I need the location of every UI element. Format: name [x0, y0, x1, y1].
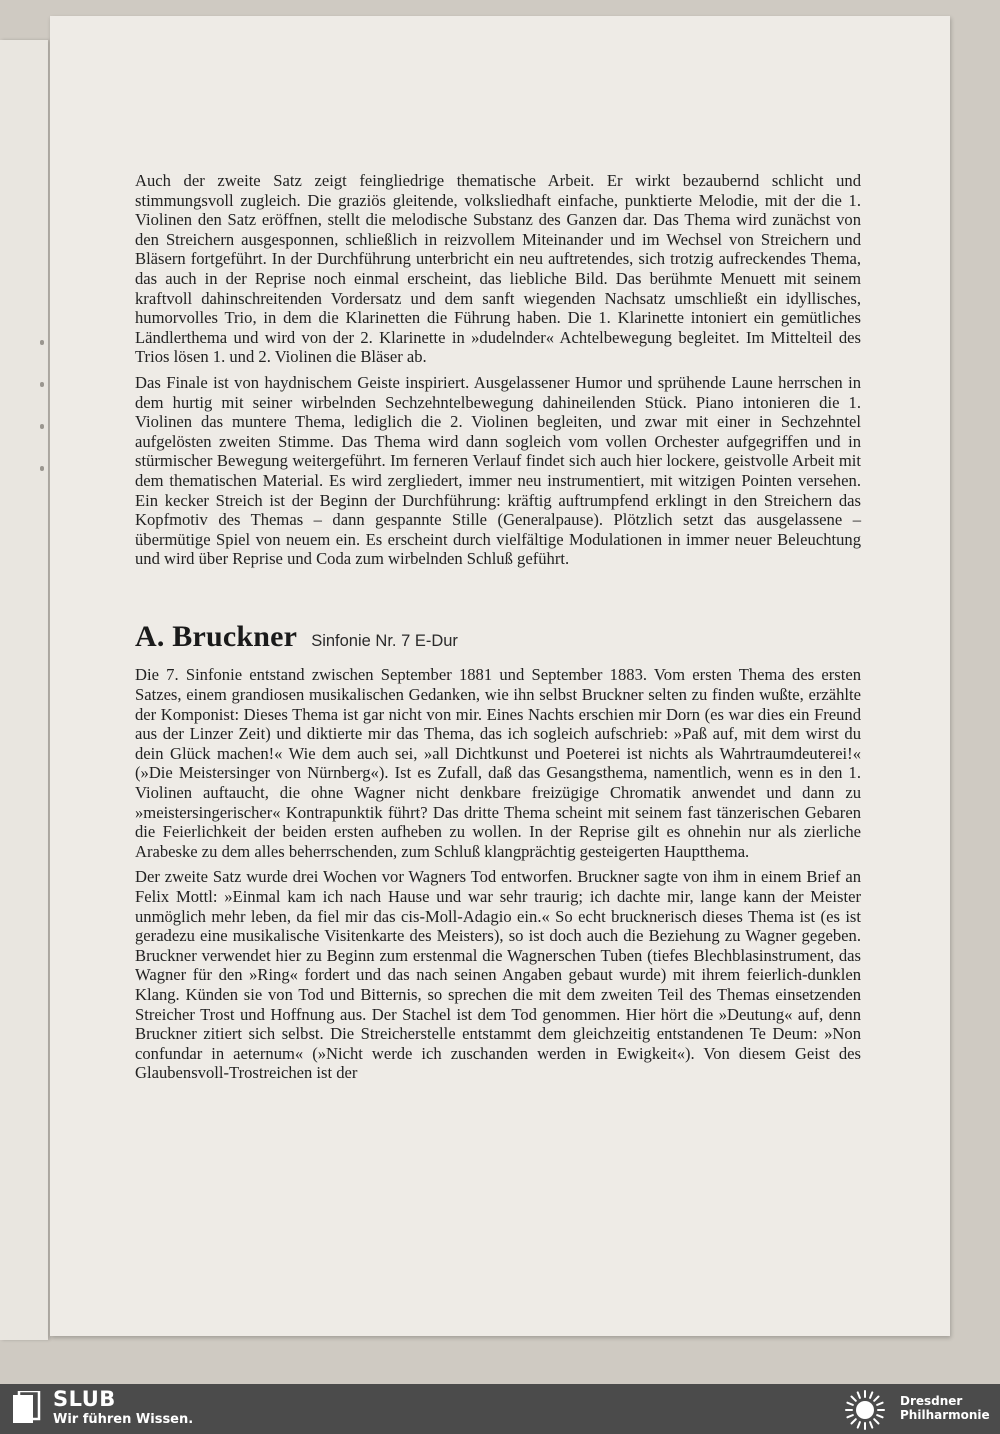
partner-name-line2: Philharmonie — [900, 1408, 990, 1422]
program-page — [50, 16, 950, 1336]
paragraph: Der zweite Satz wurde drei Wochen vor Wagners Tod entworfen. Bruckner sagte von ihm in einem Brief an Felix Mottl: »Einmal kam ich nach Hause und war sehr traurig; ich dachte mir, lange kann der Meister unmöglich mehr leben, da fiel mir das cis-Moll-Adagio ein.« So echt brucknerisch dieses Thema ist (es ist geradezu eine musikalische Visitenkarte des Meisters), so ist doch auch die Beziehung zu Wagner gegeben. Bruckner verwendet hier zu Beginn zum erstenmal die Wagnerschen Tuben (tiefes Blechblasinstrument, das Wagner für den »Ring« fordert und das nach seinen Angaben gebaut wurde) mit ihrem feierlich-dunklen Klang. Künden sie von Tod und Bitternis, so sprechen die mit dem zweiten Teil des Themas einsetzenden Streicher Trost und Hoffnung aus. Der Stachel ist dem Tod genommen. Hier hört die »Deutung« auf, denn Bruckner zitiert sich selbst. Die Streicherstelle entstammt dem gleichzeitig entstandenen Te Deum: »Non confundar in aeternum« (»Nicht werde ich zuschanden werden in Ewigkeit«). Von diesem Geist des Glaubensvoll-Trostreichen ist der — [135, 867, 861, 1083]
partner-name-line1: Dresdner — [900, 1394, 963, 1408]
library-name: SLUB — [53, 1387, 116, 1411]
slub-logo-icon — [13, 1391, 41, 1425]
hole-mark — [40, 466, 44, 471]
hole-mark — [40, 340, 44, 345]
hole-mark — [40, 424, 44, 429]
philharmonie-sun-logo-icon — [844, 1389, 886, 1431]
facing-page-edge — [0, 40, 48, 1340]
paragraph: Auch der zweite Satz zeigt feingliedrige thematische Arbeit. Er wirkt bezaubernd schlicht und stimmungsvoll zugleich. Die graziös gleitende, volksliedhaft einfache, punktierte Melodie, mit der die 1. Violinen den Satz eröffnen, stellt die melodische Substanz des Ganzen dar. Das Thema wird zunächst von den Streichern ausgesponnen, schließlich in reizvollem Miteinander und im Wechsel von Streichern und Bläsern fortgeführt. In der Durchführung unterbricht ein neu auftretendes, sich trotzig aufreckendes Thema, das auch in der Reprise noch einmal erscheint, das liebliche Bild. Das berühmte Menuett mit seinem kraftvoll dahinschreitenden Vordersatz und dem sanft wiegenden Nachsatz umschließt ein idyllisches, humorvolles Trio, in dem die Klarinetten die Führung haben. Die 1. Klarinette intoniert ein gemütliches Ländlerthema und wird von der 2. Klarinette in »dudelnder« Achtelbewegung begleitet. Im Mittelteil des Trios lösen 1. und 2. Violinen die Bläser ab. — [135, 171, 861, 367]
hole-mark — [40, 382, 44, 387]
library-tagline: Wir führen Wissen. — [53, 1412, 194, 1427]
work-title: Sinfonie Nr. 7 E-Dur — [311, 631, 458, 650]
paragraph: Die 7. Sinfonie entstand zwischen September 1881 und September 1883. Vom ersten Thema des ersten Satzes, einem grandiosen musikalischen Gedanken, wie ihn selbst Bruckner selten zu finden wußte, erzählte der Komponist: Dieses Thema ist gar nicht von mir. Eines Nachts erschien mir Dorn (es war dies ein Freund aus der Linzer Zeit) und diktierte mir das Thema, das ich sogleich aufschrieb: »Paß auf, mit dem wirst du dein Glück machen!« Wie dem auch sei, »all Dichtkunst und Poeterei ist nichts als Wahrtraumdeuterei!« (»Die Meistersinger von Nürnberg«). Ist es Zufall, daß das Gesangsthema, namentlich, wenn es in den 1. Violinen auftaucht, die ohne Wagner nicht denkbare freizügige Chromatik anwendet und dann zu »meistersingerischer« Kontrapunktik führt? Das dritte Thema scheint mit seinem fast tänzerischen Gebaren die Feierlichkeit der beiden ersten aufheben zu wollen. In der Reprise gilt es ohnehin nur als zierliche Arabeske zu dem alles beherrschenden, zum Schluß klangprächtig gesteigerten Hauptthema. — [135, 665, 861, 861]
page-content — [135, 171, 861, 1089]
section-heading — [135, 619, 861, 653]
composer-name: A. Bruckner — [135, 619, 298, 653]
footer-bar — [0, 1384, 1000, 1434]
partner-name — [900, 1394, 990, 1422]
paragraph: Das Finale ist von haydnischem Geiste inspiriert. Ausgelassener Humor und sprühende Laune herrschen in dem hurtig mit seiner wirbelnden Sechzehntelbewegung dahineilenden Stück. Piano intonieren die 1. Violinen das muntere Thema, lediglich die 2. Violinen begleiten, und zwar mit einer in Sechzehntel aufgelösten zweiten Stimme. Das Thema wird dann sogleich vom vollen Orchester aufgegriffen und in stürmischer Bewegung weitergeführt. Im ferneren Verlauf findet sich auch hier lockere, geistvolle Arbeit mit dem thematischen Material. Es wird zergliedert, immer neu instrumentiert, mit witzigen Pointen versehen. Ein kecker Streich ist der Beginn der Durchführung: kräftig auftrumpfend erklingt in den Streichern das Kopfmotiv des Themas – dann gespannte Stille (Generalpause). Plötzlich setzt das ausgelassene – übermütige Spiel von neuem ein. Es erscheint durch vielfältige Modulationen in immer neuer Beleuchtung und wird über Reprise und Coda zum wirbelnden Schluß geführt. — [135, 372, 861, 569]
